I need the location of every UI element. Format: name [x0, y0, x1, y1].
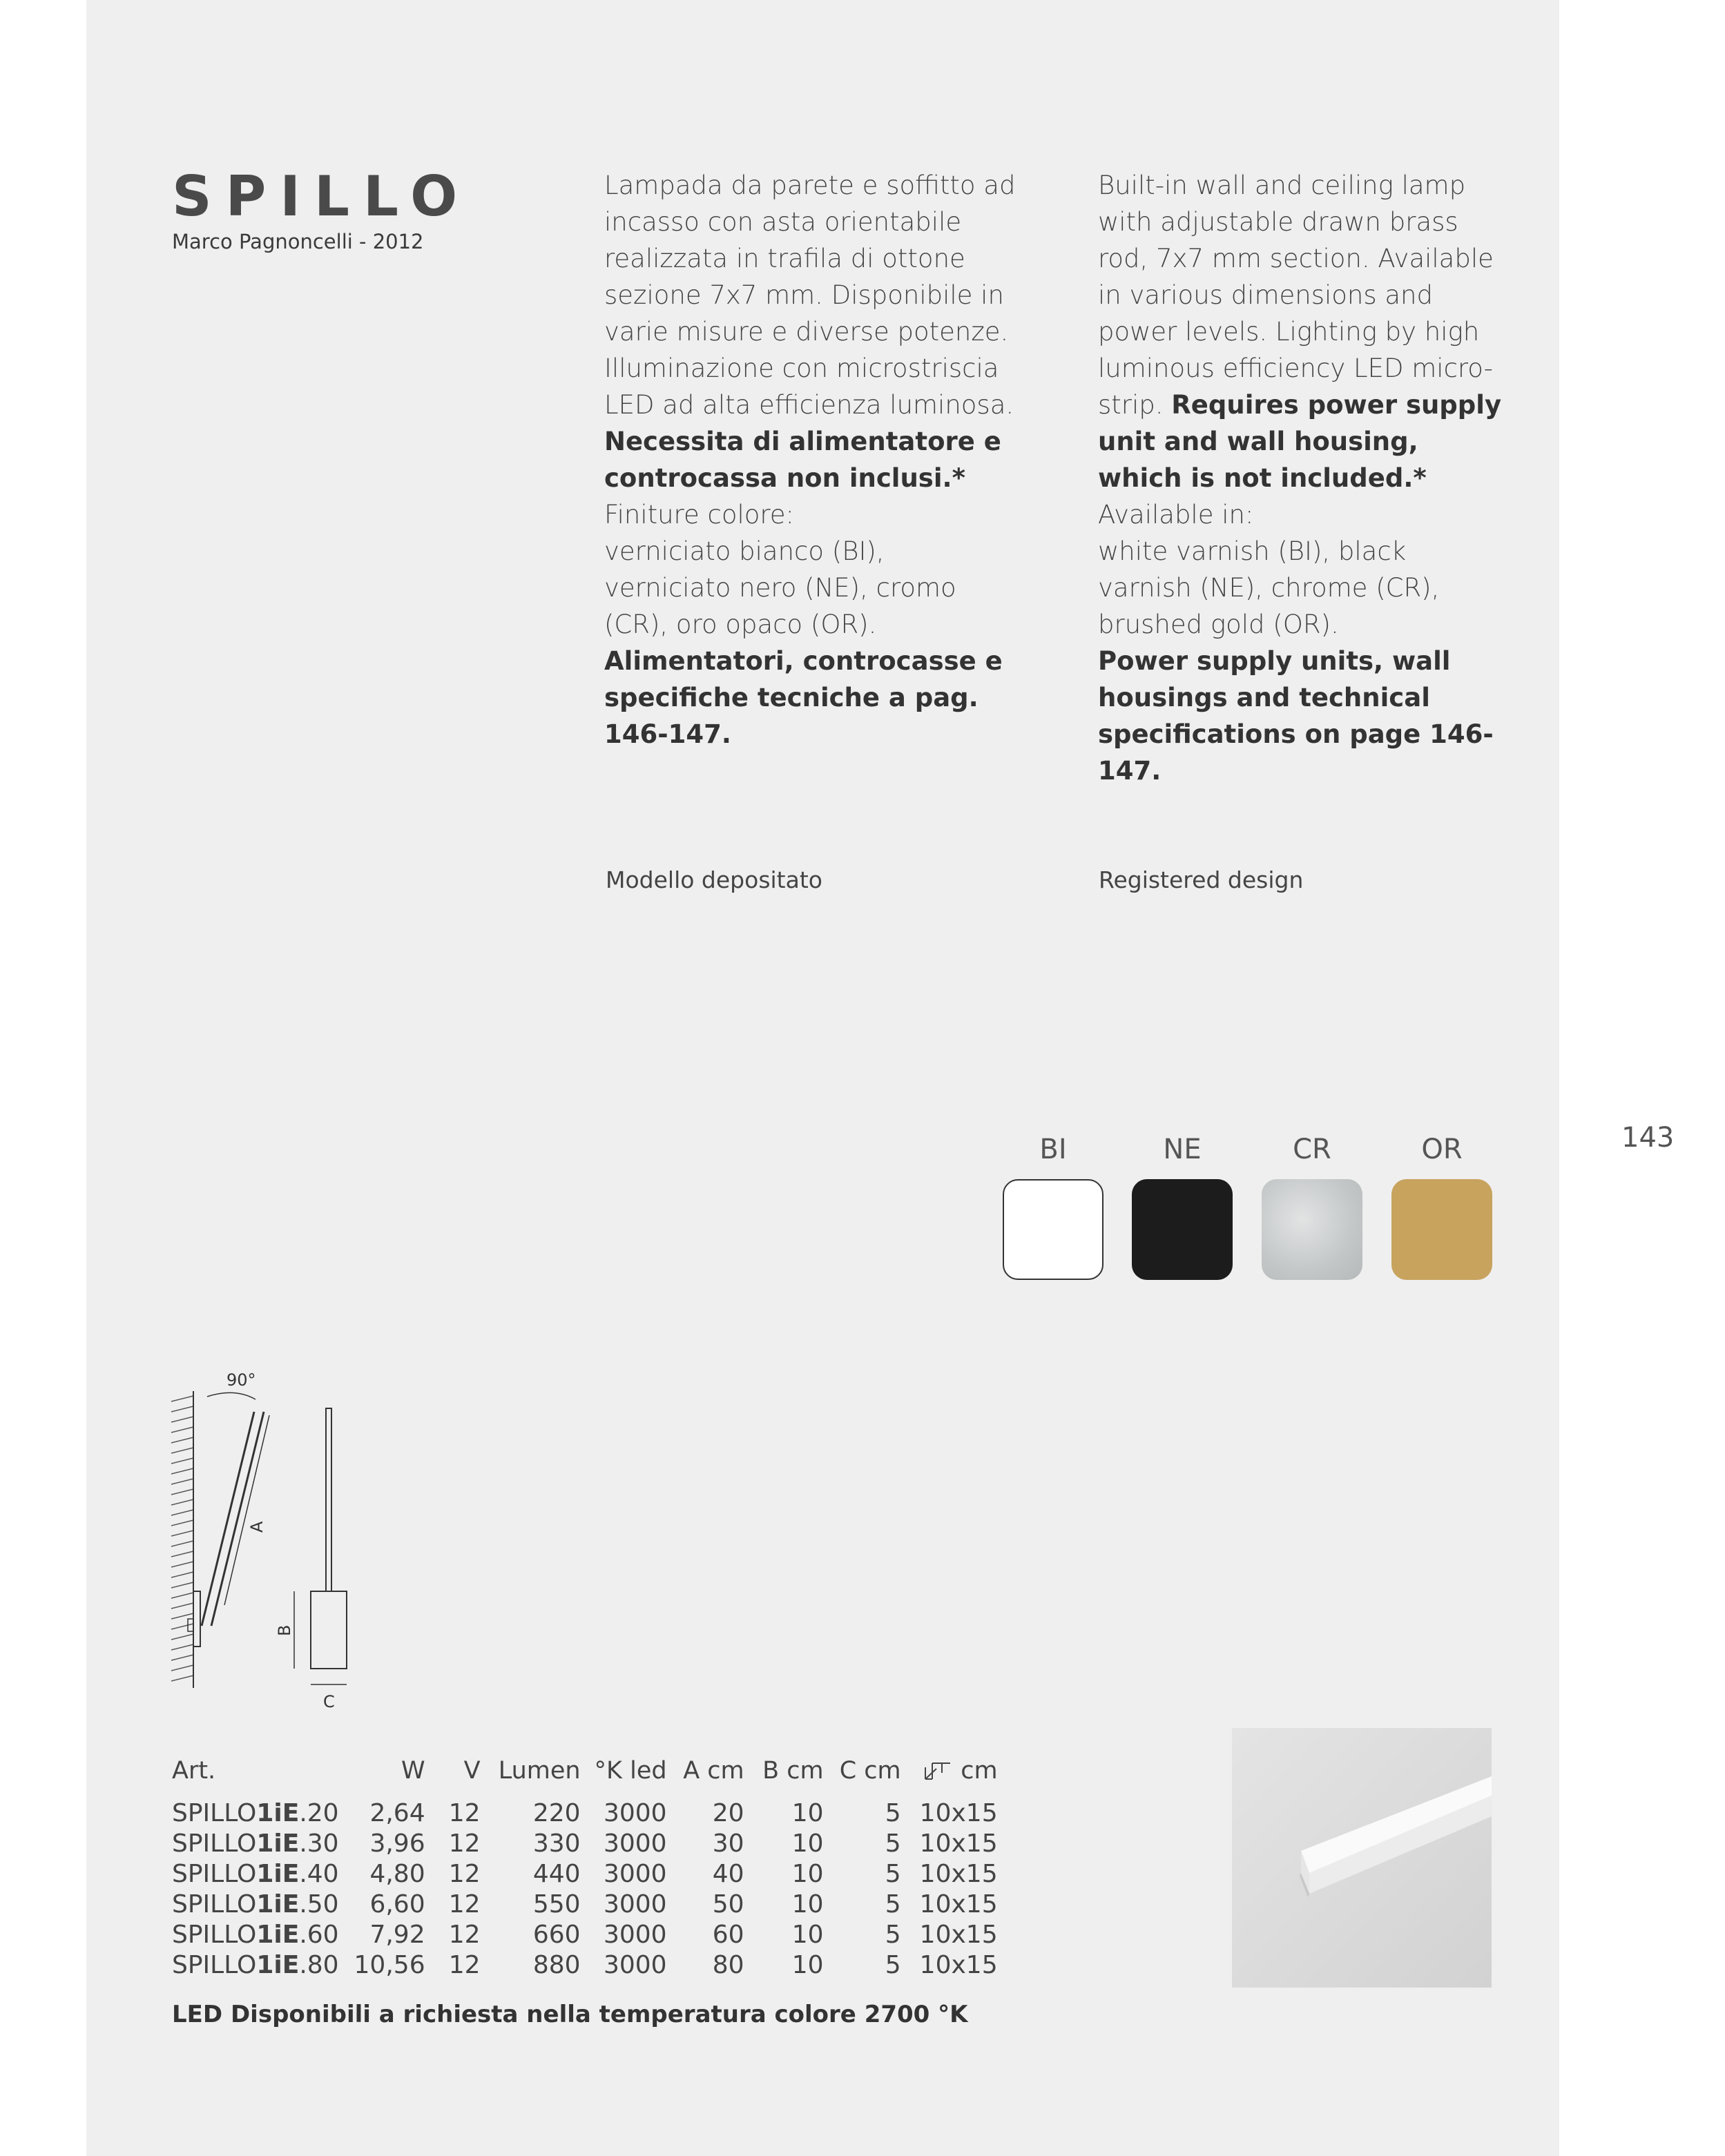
art-code: 1iE — [256, 1950, 300, 1979]
cell-a: 50 — [712, 1890, 744, 1919]
art-suffix: .80 — [299, 1950, 339, 1979]
registered-design-it: Modello depositato — [606, 866, 822, 893]
art-code: 1iE — [256, 1920, 300, 1949]
cell-v: 12 — [448, 1859, 481, 1888]
cell-c: 5 — [885, 1920, 901, 1949]
rod-angled-edge — [211, 1412, 264, 1626]
cell-w: 10,56 — [354, 1950, 425, 1979]
cell-w: 6,60 — [369, 1890, 425, 1919]
art-code: 1iE — [256, 1859, 300, 1888]
cell-v: 12 — [448, 1798, 481, 1827]
cell-v: 12 — [448, 1920, 481, 1949]
swatch-white — [1003, 1179, 1104, 1280]
swatch-chrome — [1262, 1179, 1362, 1280]
table-row — [172, 1950, 998, 1980]
cell-c: 5 — [885, 1950, 901, 1979]
cell-c: 5 — [885, 1829, 901, 1858]
header-w: W — [401, 1757, 425, 1785]
header-box-unit: cm — [961, 1757, 998, 1785]
cell-box: 10x15 — [919, 1798, 998, 1827]
rod-front — [326, 1408, 331, 1591]
cell-box: 10x15 — [919, 1920, 998, 1949]
cell-a: 60 — [712, 1920, 744, 1949]
header-kelvin: °K led — [594, 1757, 667, 1785]
dimension-b-label: B — [275, 1624, 294, 1636]
description-it-finishes: verniciato bianco (BI), verniciato nero (NE), cromo (CR), oro opaco (OR). — [604, 536, 956, 639]
spec-table — [172, 1754, 998, 1980]
cell-a: 40 — [712, 1859, 744, 1888]
cell-art — [172, 1798, 339, 1828]
cell-kelvin: 3000 — [603, 1798, 667, 1827]
header-art: Art. — [172, 1757, 216, 1785]
cell-w: 3,96 — [369, 1829, 425, 1858]
art-code: 1iE — [256, 1829, 300, 1858]
cell-b: 10 — [791, 1920, 824, 1949]
swatch-gold — [1391, 1179, 1492, 1280]
registered-design-en: Registered design — [1099, 866, 1304, 893]
page-number: 143 — [1621, 1122, 1675, 1154]
description-english — [1098, 167, 1505, 789]
art-prefix: SPILLO — [172, 1890, 257, 1919]
dimension-a-label: A — [247, 1521, 267, 1533]
description-it-requirement: Necessita di alimentatore e controcassa non inclusi.* — [604, 427, 1001, 493]
swatch-black — [1132, 1179, 1233, 1280]
swatch-label-ne: NE — [1163, 1134, 1202, 1165]
description-it-reference: Alimentatori, controcasse e specifiche tecniche a pag. 146-147. — [604, 646, 1003, 749]
description-italian — [604, 167, 1019, 752]
angle-label: 90° — [227, 1370, 256, 1390]
wall-hatching — [171, 1396, 193, 1681]
cell-art — [172, 1858, 339, 1889]
description-en-body-wrap — [1098, 167, 1505, 496]
footnote: LED Disponibili a richiesta nella temperatura colore 2700 °K — [172, 2001, 968, 2028]
cell-box: 10x15 — [919, 1859, 998, 1888]
swatch-label-or: OR — [1421, 1134, 1463, 1165]
table-row — [172, 1798, 998, 1828]
spec-table-body — [172, 1788, 998, 1980]
cell-a: 80 — [712, 1950, 744, 1979]
art-suffix: .60 — [299, 1920, 339, 1949]
housing-front — [311, 1591, 347, 1669]
cell-lumen: 220 — [532, 1798, 581, 1827]
cell-w: 4,80 — [369, 1859, 425, 1888]
table-row — [172, 1828, 998, 1858]
table-row — [172, 1858, 998, 1889]
cell-b: 10 — [791, 1950, 824, 1979]
cell-b: 10 — [791, 1829, 824, 1858]
cell-c: 5 — [885, 1859, 901, 1888]
cell-v: 12 — [448, 1950, 481, 1979]
header-b: B cm — [762, 1757, 824, 1785]
cell-w: 2,64 — [369, 1798, 425, 1827]
description-it-body: Lampada da parete e soffitto ad incasso con asta orientabile realizzata in trafila di ottone sezione 7x7 mm. Disponibile in varie misure e diverse potenze. Illuminazione con microstriscia LED ad alta efficienza luminosa. — [604, 171, 1016, 420]
art-prefix: SPILLO — [172, 1829, 257, 1858]
cell-lumen: 880 — [532, 1950, 581, 1979]
cell-lumen: 330 — [532, 1829, 581, 1858]
cell-art — [172, 1828, 339, 1858]
dimension-c-label: C — [323, 1692, 335, 1711]
cell-lumen: 550 — [532, 1890, 581, 1919]
description-it-finishes-label: Finiture colore: — [604, 500, 795, 530]
header-lumen: Lumen — [498, 1757, 581, 1785]
cell-box: 10x15 — [919, 1890, 998, 1919]
art-suffix: .20 — [299, 1798, 339, 1827]
cell-art — [172, 1919, 339, 1950]
cell-art — [172, 1950, 339, 1980]
header-c: C cm — [839, 1757, 901, 1785]
wall-box-icon — [923, 1760, 953, 1781]
cell-b: 10 — [791, 1890, 824, 1919]
cell-w: 7,92 — [369, 1920, 425, 1949]
art-suffix: .40 — [299, 1859, 339, 1888]
cell-a: 20 — [712, 1798, 744, 1827]
product-author: Marco Pagnoncelli - 2012 — [172, 230, 424, 253]
art-prefix: SPILLO — [172, 1859, 257, 1888]
cell-art — [172, 1889, 339, 1919]
cell-kelvin: 3000 — [603, 1920, 667, 1949]
technical-drawing — [166, 1363, 373, 1722]
product-photo — [1232, 1728, 1492, 1988]
swatch-label-cr: CR — [1293, 1134, 1331, 1165]
header-v: V — [463, 1757, 481, 1785]
description-en-finishes: white varnish (BI), black varnish (NE), chrome (CR), brushed gold (OR). — [1098, 536, 1440, 639]
art-prefix: SPILLO — [172, 1950, 257, 1979]
cell-kelvin: 3000 — [603, 1950, 667, 1979]
housing-side — [193, 1591, 200, 1647]
swatch-label-bi: BI — [1039, 1134, 1067, 1165]
cell-c: 5 — [885, 1798, 901, 1827]
cell-kelvin: 3000 — [603, 1859, 667, 1888]
cell-v: 12 — [448, 1829, 481, 1858]
art-prefix: SPILLO — [172, 1798, 257, 1827]
cell-box: 10x15 — [919, 1950, 998, 1979]
angle-arc — [207, 1392, 256, 1399]
description-en-finishes-label: Available in: — [1098, 500, 1254, 530]
rod-angled — [202, 1412, 254, 1626]
art-code: 1iE — [256, 1890, 300, 1919]
cell-c: 5 — [885, 1890, 901, 1919]
description-en-requirement: Requires power supply unit and wall housing, which is not included.* — [1098, 390, 1502, 493]
cell-lumen: 660 — [532, 1920, 581, 1949]
art-prefix: SPILLO — [172, 1920, 257, 1949]
cell-lumen: 440 — [532, 1859, 581, 1888]
art-code: 1iE — [256, 1798, 300, 1827]
header-a: A cm — [683, 1757, 744, 1785]
cell-a: 30 — [712, 1829, 744, 1858]
product-photo-rod — [1232, 1728, 1492, 1988]
product-title: SPILLO — [172, 164, 472, 229]
cell-kelvin: 3000 — [603, 1829, 667, 1858]
table-row — [172, 1889, 998, 1919]
cell-b: 10 — [791, 1798, 824, 1827]
cell-kelvin: 3000 — [603, 1890, 667, 1919]
art-suffix: .30 — [299, 1829, 339, 1858]
cell-box: 10x15 — [919, 1829, 998, 1858]
spec-table-header — [172, 1754, 998, 1788]
cell-v: 12 — [448, 1890, 481, 1919]
table-row — [172, 1919, 998, 1950]
cell-b: 10 — [791, 1859, 824, 1888]
description-en-reference: Power supply units, wall housings and technical specifications on page 146-147. — [1098, 646, 1494, 786]
art-suffix: .50 — [299, 1890, 339, 1919]
header-box — [901, 1754, 998, 1788]
description-en-body: Built-in wall and ceiling lamp with adjustable drawn brass rod, 7x7 mm section. Available in various dimensions and power levels. Lighting by high luminous efficiency LED micro-strip. — [1098, 171, 1494, 420]
